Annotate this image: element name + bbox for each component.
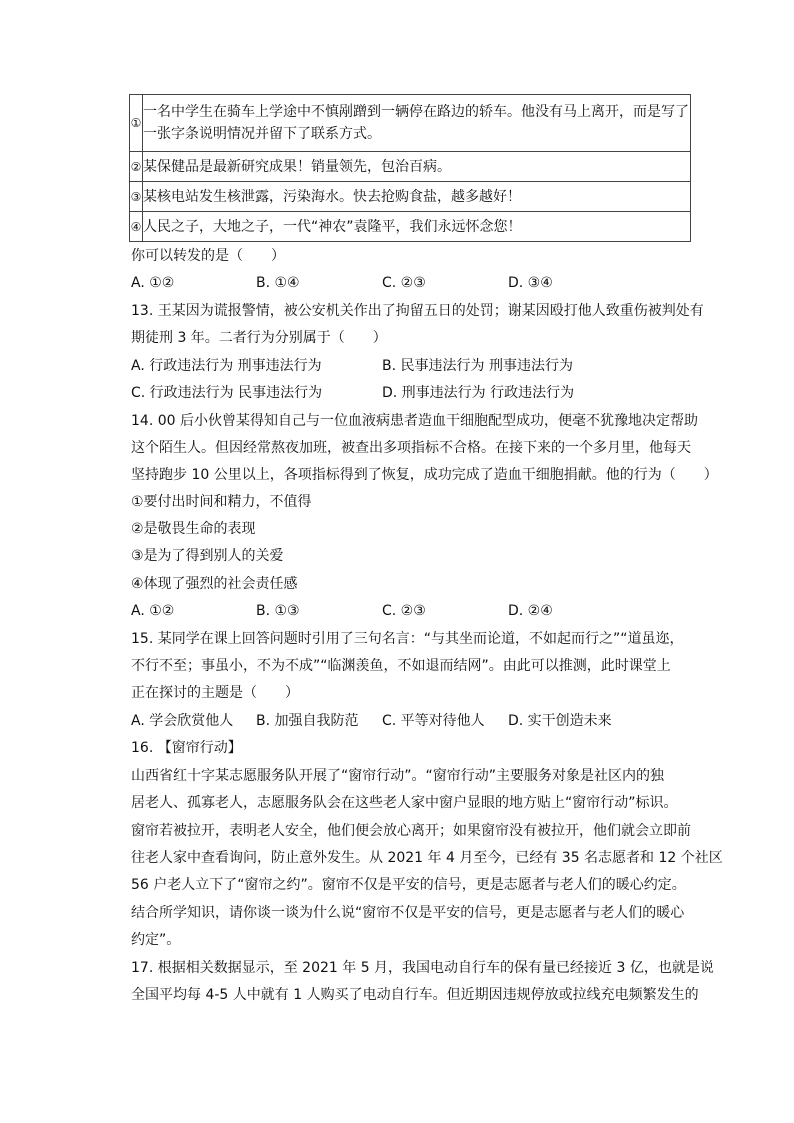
q13-option-c: C. 行政违法行为 民事违法行为 [131, 385, 323, 401]
q17-line: 全国平均每 4-5 人中就有 1 人购买了电动自行车。但近期因违规停放或拉线充电频繁发生的 [131, 987, 699, 1003]
q15-line: 15. 某同学在课上回答问题时引用了三句名言：“与其坐而论道，不如起而行之”“道虽迩， [131, 631, 684, 647]
q15-line: 不行不至；事虽小，不为不成”“临渊羡鱼，不如退而结网”。由此可以推测，此时课堂上 [131, 658, 671, 674]
q16-line: 56 户老人立下了“窗帘之约”。窗帘不仅是平安的信号，更是志愿者与老人们的暖心约定。 [131, 877, 686, 893]
q16-line: 往老人家中查看询问，防止意外发生。从 2021 年 4 月至今，已经有 35 名志愿者和 12 个社区 [131, 850, 723, 866]
q15-option-c: C. 平等对待他人 [382, 713, 485, 729]
q14-item: ②是敬畏生命的表现 [131, 521, 256, 537]
q16-title: 16. 【窗帘行动】 [131, 740, 242, 756]
q14-option-c: C. ②③ [382, 603, 426, 619]
q13-option-a: A. 行政违法行为 刑事违法行为 [131, 358, 322, 374]
q12-stem: 你可以转发的是（ ） [131, 248, 285, 264]
q14-item: ③是为了得到别人的关爱 [131, 548, 284, 564]
q14-item: ④体现了强烈的社会责任感 [131, 576, 298, 592]
row-number: ② [130, 152, 143, 182]
row-text: 某保健品是最新研究成果！销量领先，包治百病。 [143, 152, 691, 182]
row-text: 某核电站发生核泄露，污染海水。快去抢购食盐，越多越好！ [143, 182, 691, 212]
row-text-line: 一名中学生在骑车上学途中不慎剐蹭到一辆停在路边的轿车。他没有马上离开，而是写了 [143, 104, 689, 120]
q15-option-d: D. 实干创造未来 [508, 713, 612, 729]
message-table [129, 94, 691, 242]
q13-option-d: D. 刑事违法行为 行政违法行为 [382, 385, 575, 401]
q16-line: 约定”。 [131, 932, 181, 948]
q12-option-a: A. ①② [131, 275, 175, 291]
table-row [130, 212, 691, 242]
q14-option-d: D. ②④ [508, 603, 553, 619]
q14-option-b: B. ①③ [256, 603, 300, 619]
q12-option-c: C. ②③ [382, 275, 426, 291]
q16-line: 结合所学知识，请你谈一谈为什么说“窗帘不仅是平安的信号，更是志愿者与老人们的暖心 [131, 905, 685, 921]
q14-line: 这个陌生人。但因经常熬夜加班，被查出多项指标不合格。在接下来的一个多月里，他每天 [131, 440, 691, 456]
row-text-line: 一张字条说明情况并留下了联系方式。 [143, 126, 381, 142]
q15-option-a: A. 学会欣赏他人 [131, 713, 234, 729]
row-number: ④ [130, 212, 143, 242]
q13-line: 期徒刑 3 年。二者行为分别属于（ ） [131, 330, 387, 346]
row-text: 人民之子，大地之子，一代“神农”袁隆平，我们永远怀念您！ [143, 212, 691, 242]
q16-line: 窗帘若被拉开，表明老人安全，他们便会放心离开；如果窗帘没有被拉开，他们就会立即前 [131, 823, 691, 839]
row-number: ③ [130, 182, 143, 212]
q12-option-d: D. ③④ [508, 275, 553, 291]
q15-option-b: B. 加强自我防范 [256, 713, 359, 729]
q14-line: 14. 00 后小伙曾某得知自己与一位血液病患者造血干细胞配型成功，便毫不犹豫地决定帮助 [131, 413, 698, 429]
q14-line: 坚持跑步 10 公里以上，各项指标得到了恢复，成功完成了造血干细胞捐献。他的行为（ ） [131, 467, 718, 483]
q13-line: 13. 王某因为谎报警情，被公安机关作出了拘留五日的处罚；谢某因殴打他人致重伤被判处有 [131, 303, 704, 319]
q17-line: 17. 根据相关数据显示，至 2021 年 5 月，我国电动自行车的保有量已经接近 3 亿，也就是说 [131, 960, 714, 976]
table-row [130, 95, 691, 152]
q14-item: ①要付出时间和精力，不值得 [131, 494, 312, 510]
q13-option-b: B. 民事违法行为 刑事违法行为 [382, 358, 573, 374]
q16-line: 山西省红十字某志愿服务队开展了“窗帘行动”。“窗帘行动”主要服务对象是社区内的独 [131, 768, 665, 784]
q16-line: 居老人、孤寡老人，志愿服务队会在这些老人家中窗户显眼的地方贴上“窗帘行动”标识。 [131, 795, 678, 811]
table-row [130, 182, 691, 212]
row-text [143, 95, 691, 152]
table-row [130, 152, 691, 182]
q15-line: 正在探讨的主题是（ ） [131, 685, 299, 701]
row-number: ① [130, 95, 143, 152]
q12-option-b: B. ①④ [256, 275, 300, 291]
q14-option-a: A. ①② [131, 603, 175, 619]
